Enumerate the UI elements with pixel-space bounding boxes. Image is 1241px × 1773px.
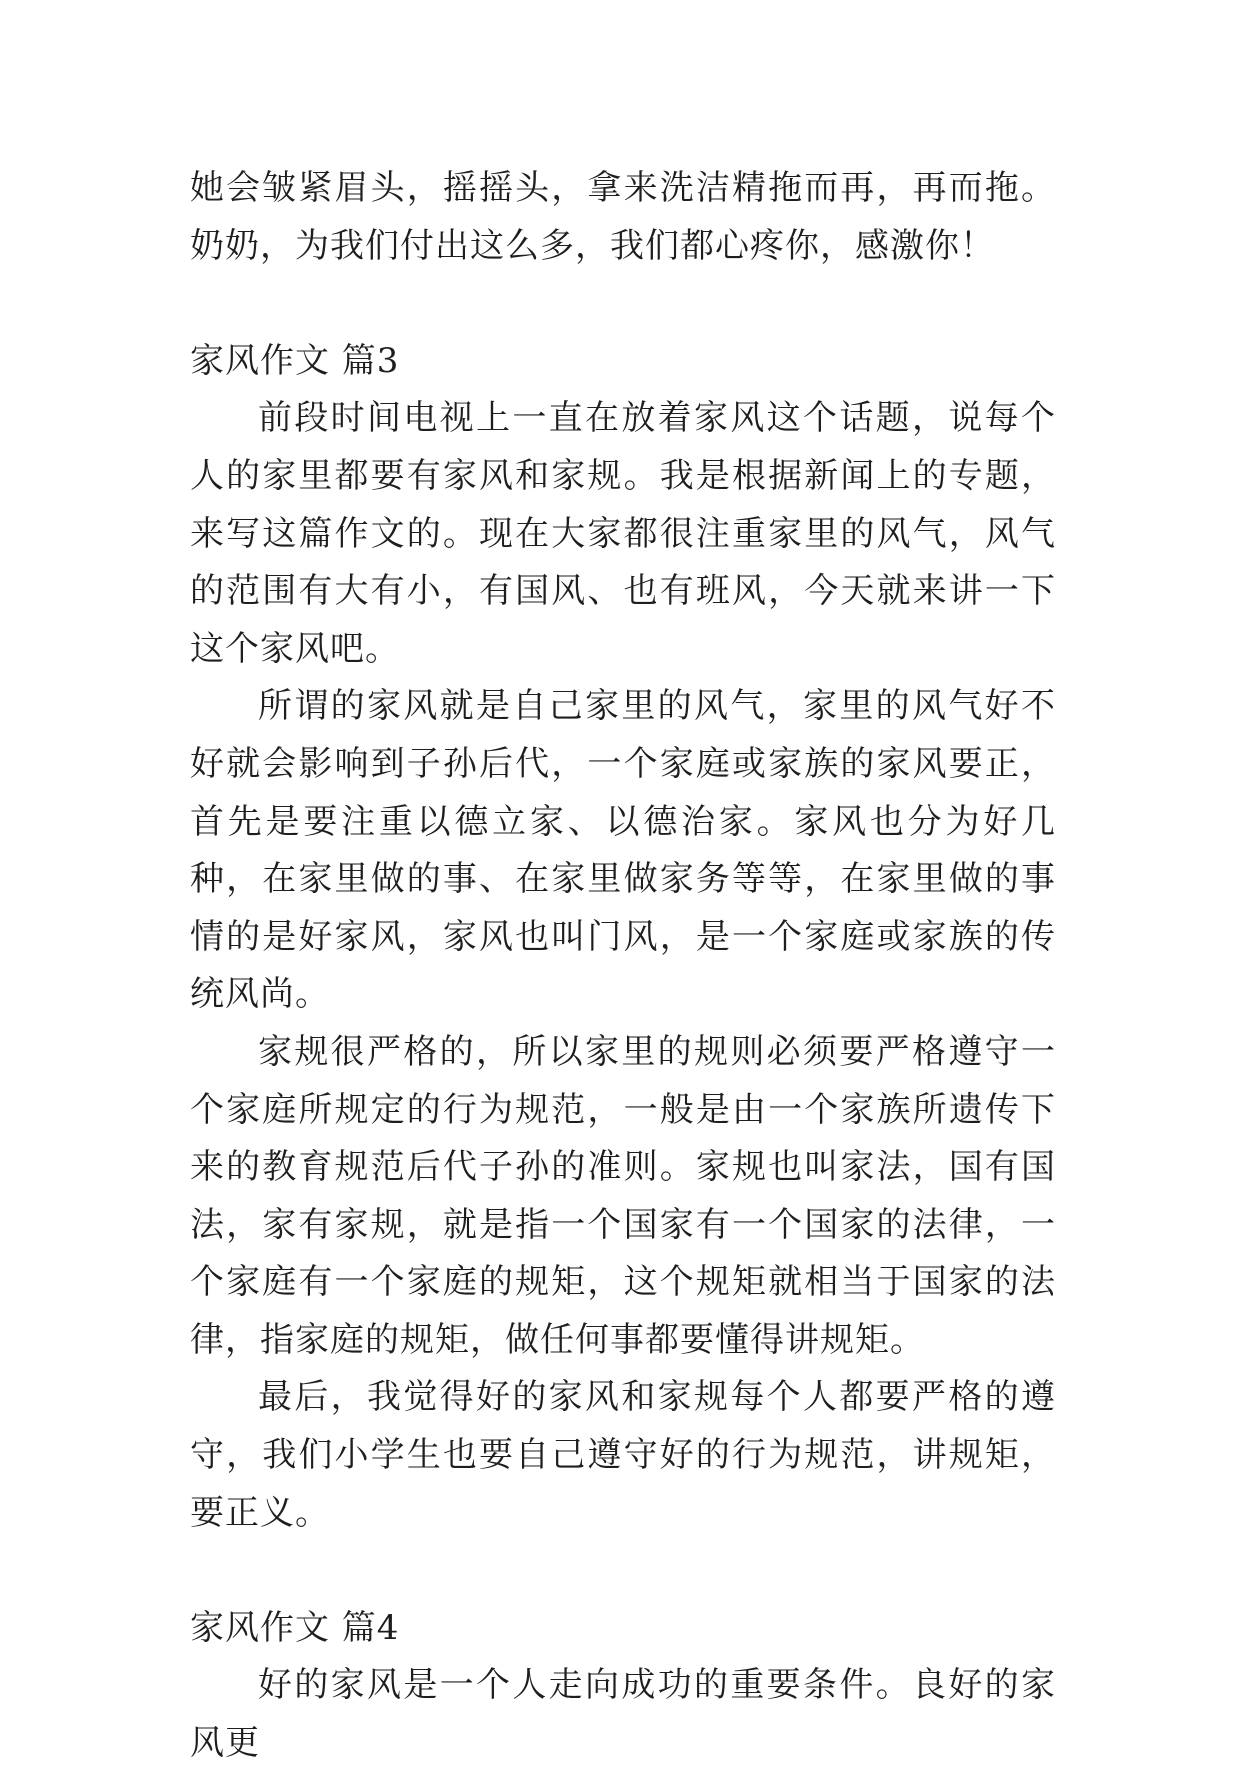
section-gap	[190, 1542, 1056, 1600]
section-gap	[190, 275, 1056, 333]
paragraph: 最后，我觉得好的家风和家规每个人都要严格的遵守，我们小学生也要自己遵守好的行为规范，讲规矩，要正义。	[190, 1377, 1056, 1533]
section-heading-3: 家风作文 篇3	[190, 340, 400, 381]
section-heading-4: 家风作文 篇4	[190, 1607, 400, 1648]
paragraph-closing-previous: 她会皱紧眉头，摇摇头，拿来洗洁精拖而再，再而拖。奶奶，为我们付出这么多，我们都心疼你，感激你！	[190, 168, 1056, 266]
paragraph: 家规很严格的，所以家里的规则必须要严格遵守一个家庭所规定的行为规范，一般是由一个家族所遗传下来的教育规范后代子孙的准则。家规也叫家法，国有国法，家有家规，就是指一个国家有一个国家的法律，一个家庭有一个家庭的规矩，这个规矩就相当于国家的法律，指家庭的规矩，做任何事都要懂得讲规矩。	[190, 1031, 1056, 1360]
paragraph: 好的家风是一个人走向成功的重要条件。良好的家风更	[190, 1665, 1056, 1764]
paragraph: 前段时间电视上一直在放着家风这个话题，说每个人的家里都要有家风和家规。我是根据新闻上的专题，来写这篇作文的。现在大家都很注重家里的风气，风气的范围有大有小，有国风、也有班风，今天就来讲一下这个家风吧。	[190, 398, 1056, 669]
document-body	[190, 160, 1056, 1773]
paragraph: 所谓的家风就是自己家里的风气，家里的风气好不好就会影响到子孙后代，一个家庭或家族的家风要正，首先是要注重以德立家、以德治家。家风也分为好几种，在家里做的事、在家里做家务等等，在家里做的事情的是好家风，家风也叫门风，是一个家庭或家族的传统风尚。	[190, 686, 1056, 1015]
